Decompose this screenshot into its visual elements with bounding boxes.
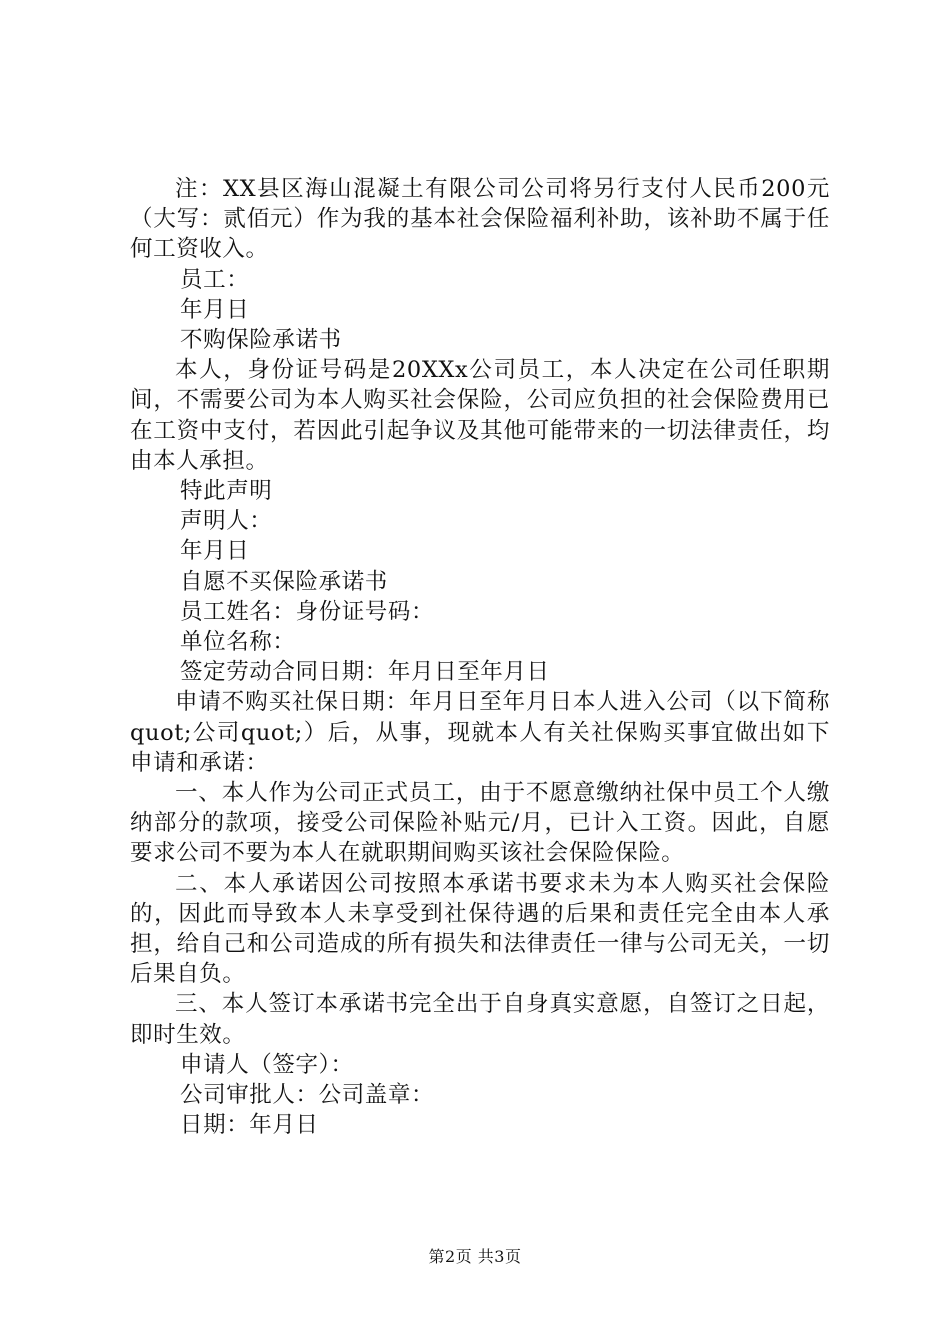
applicant-signature-label: 申请人（签字）：: [180, 1051, 354, 1078]
employee-name-label: 员工姓名：身份证号码：: [180, 598, 435, 625]
clause-two: 二、本人承诺因公司按照本承诺书要求未为本人购买社会保险的，因此而导致本人未享受到社保待遇的后果和责任完全由本人承担，给自己和公司造成的所有损失和法律责任一律与公司无关，一切后果自负。: [130, 870, 830, 988]
date-line: 年月日: [180, 538, 250, 565]
section-title: 自愿不买保险承诺书: [180, 568, 388, 595]
note-paragraph: 注：XX县区海山混凝土有限公司公司将另行支付人民币200元（大写：贰佰元）作为我的基本社会保险福利补助，该补助不属于任何工资收入。: [130, 176, 830, 263]
document-body: [130, 174, 830, 1141]
clause-three: 三、本人签订本承诺书完全出于自身真实意愿，自签订之日起，即时生效。: [130, 991, 830, 1048]
declarant-label: 声明人：: [180, 508, 273, 535]
company-name-label: 单位名称：: [180, 629, 296, 656]
date-label: 日期：年月日: [180, 1112, 319, 1139]
declaration-paragraph: 本人，身份证号码是20XXx公司员工，本人决定在公司任职期间，不需要公司为本人购买社会保险，公司应负担的社会保险费用已在工资中支付，若因此引起争议及其他可能带来的一切法律责任，均由本人承担。: [130, 357, 830, 474]
declaration-closing: 特此声明: [180, 478, 273, 505]
employee-label: 员工：: [180, 266, 250, 293]
clause-one: 一、本人作为公司正式员工，由于不愿意缴纳社保中员工个人缴纳部分的款项，接受公司保险补贴元/月，已计入工资。因此，自愿要求公司不要为本人在就职期间购买该社会保险保险。: [130, 780, 830, 867]
date-line: 年月日: [180, 296, 250, 323]
contract-date-label: 签定劳动合同日期：年月日至年月日: [180, 659, 550, 686]
page-number: 第2页 共3页: [428, 1247, 522, 1266]
application-paragraph: 申请不购买社保日期：年月日至年月日本人进入公司（以下简称quot;公司quot;）后，从事，现就本人有关社保购买事宜做出如下申请和承诺：: [130, 689, 830, 776]
section-title: 不购保险承诺书: [180, 327, 342, 354]
approver-label: 公司审批人：公司盖章：: [180, 1082, 435, 1109]
